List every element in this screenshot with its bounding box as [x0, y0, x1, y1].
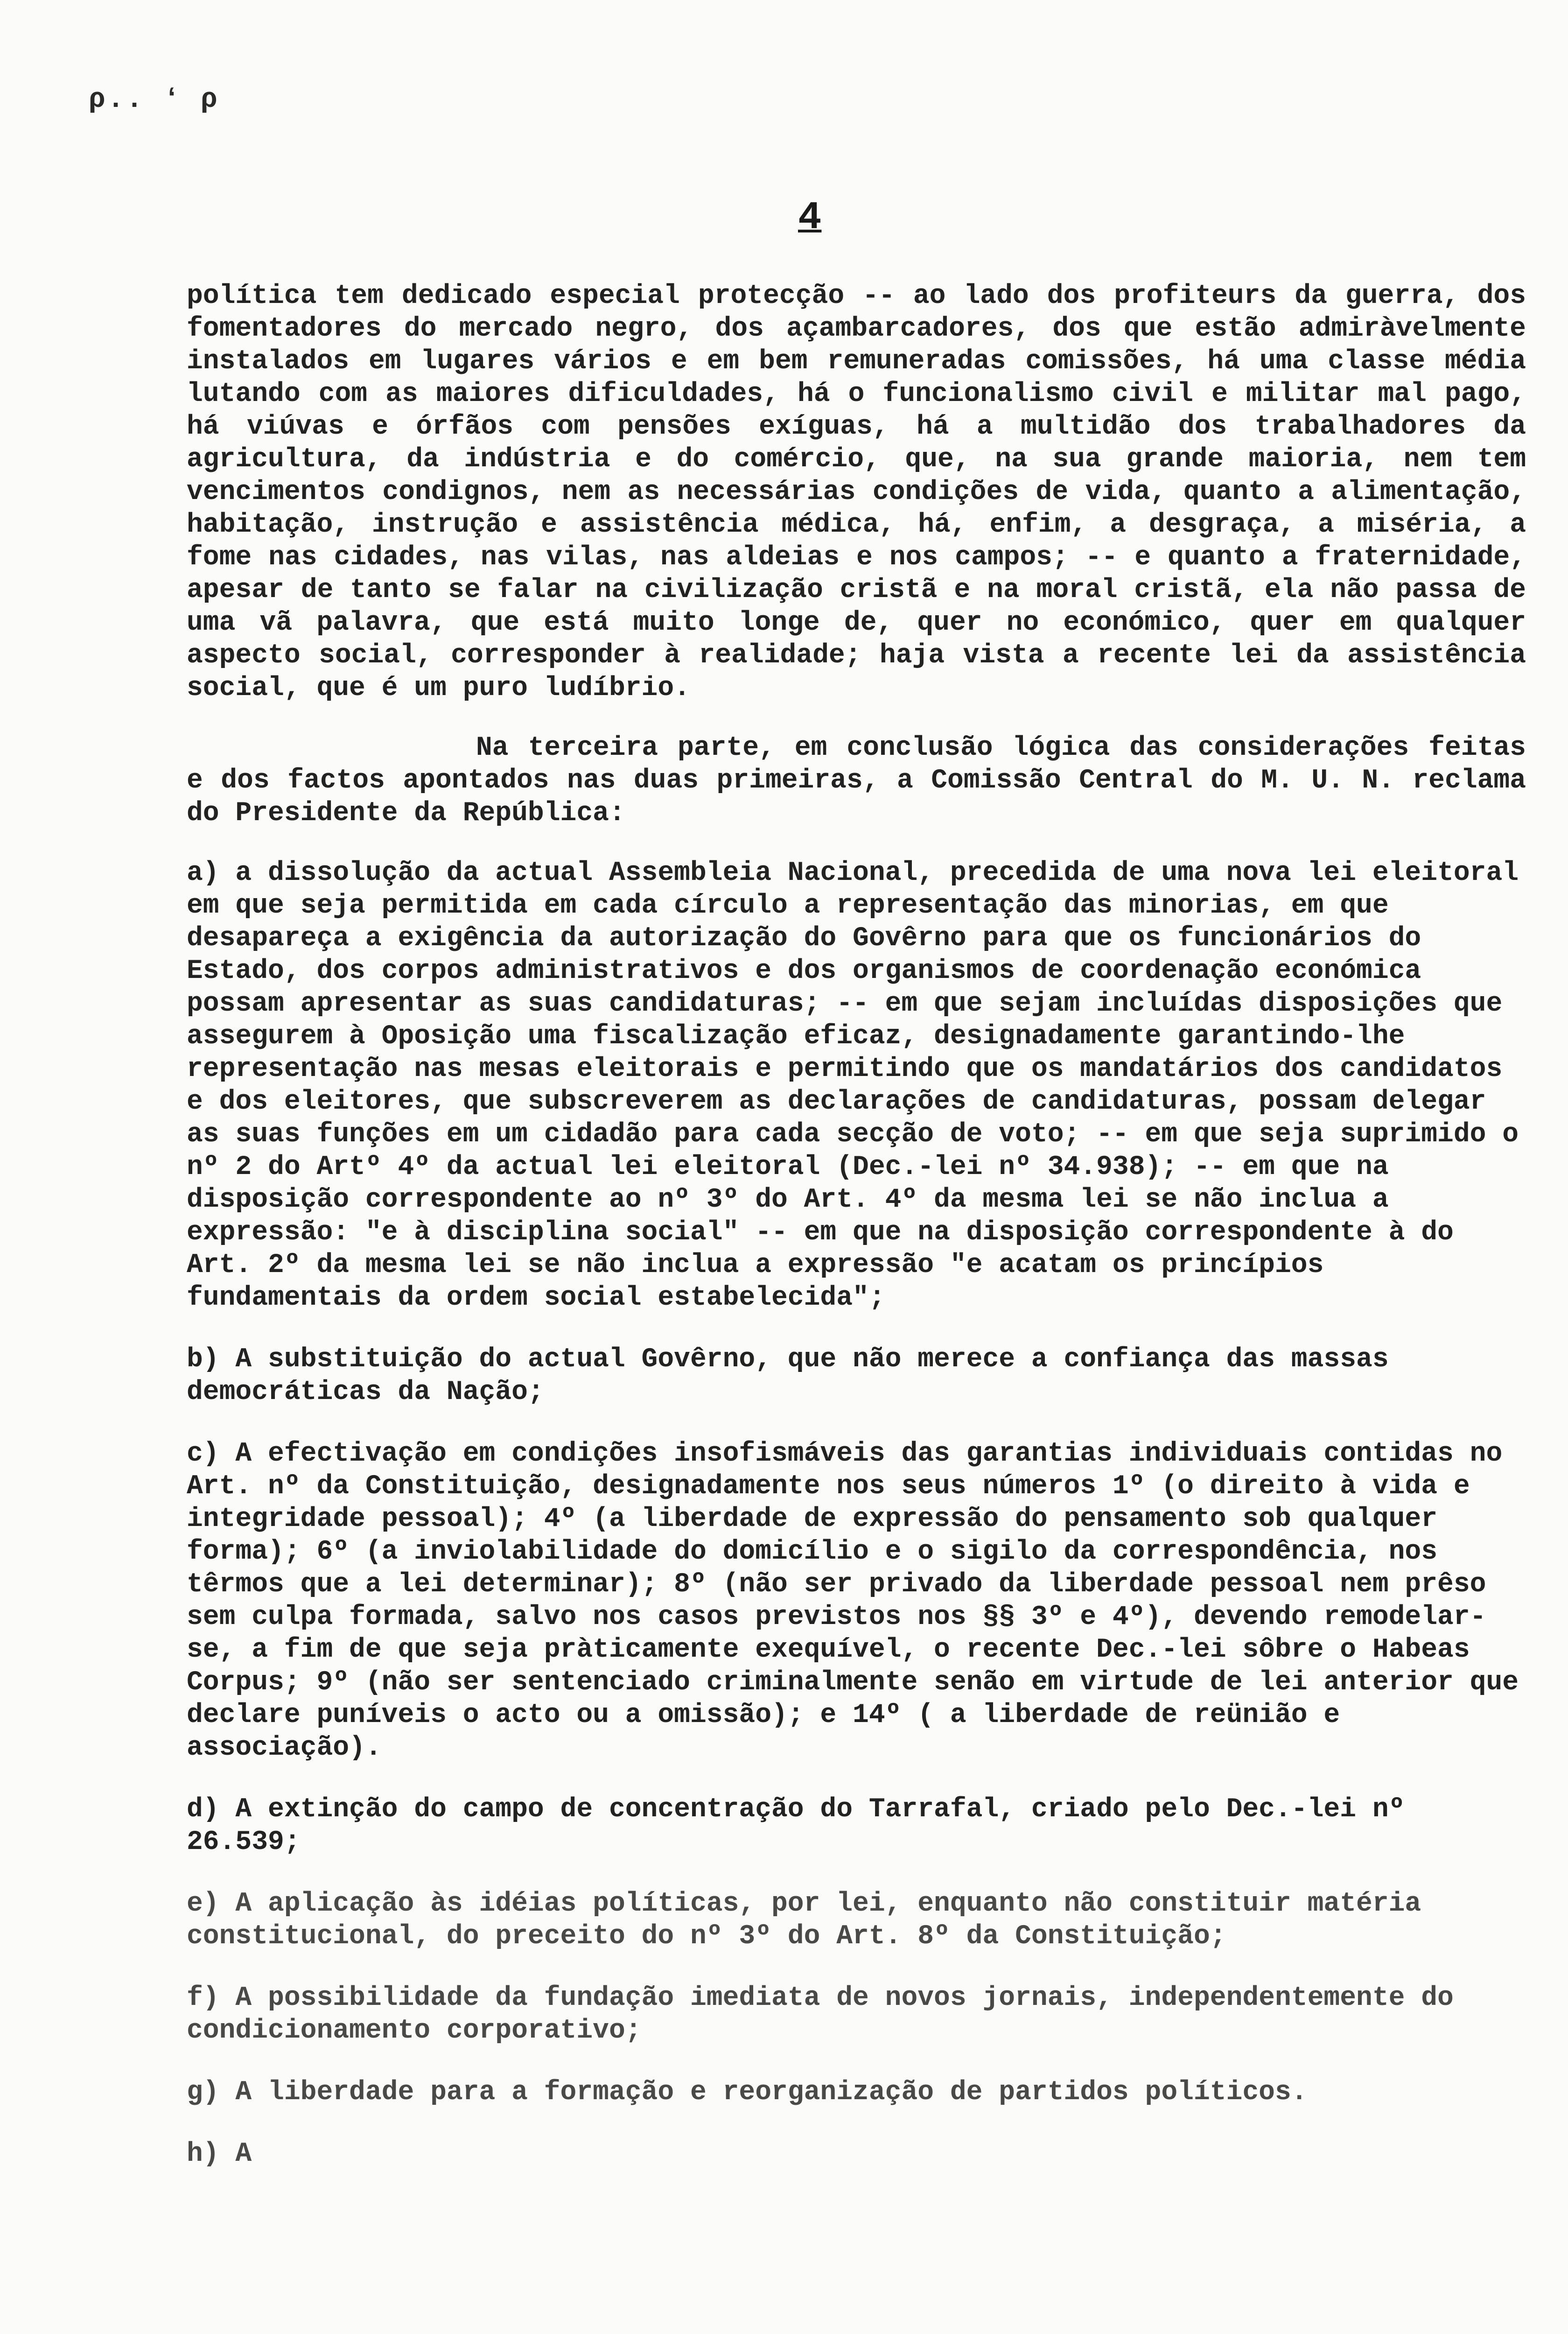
paragraph-1: política tem dedicado especial protecção -- ao lado dos profiteurs da guerra, dos fomentadores do mercado negro, dos açambarcadores, dos que estão admiràvelmente instalados em lugares vários e em bem remuneradas comissões, há uma classe média lutando com as maiores dificuldades, há o funcionalismo civil e militar mal pago, há viúvas e órfãos com pensões exíguas, há a multidão dos trabalhadores da agricultura, da indústria e do comércio, que, na sua grande maioria, nem tem vencimentos condignos, nem as necessárias condições de vida, quanto a alimentação, habitação, instrução e assistência médica, há, enfim, a desgraça, a miséria, a fome nas cidades, nas vilas, nas aldeias e nos campos; -- e quanto a fraternidade, apesar de tanto se falar na civilização cristã e na moral cristã, ela não passa de uma vã palavra, que está muito longe de, quer no económico, quer em qualquer aspecto social, corresponder à realidade; haja vista a recente lei da assistência social, que é um puro ludíbrio.: [187, 281, 1542, 703]
list-item-b: b) A substituição do actual Govêrno, que não merece a confiança das massas democráticas da Nação;: [187, 1344, 1405, 1407]
list-item-c: c) A efectivação em condições insofismáveis das garantias individuais contidas no Art. nº da Constituição, designadamente nos seus números 1º (o direito à vida e integridade pessoal); 4º (a liberdade de expressão do pensamento sob qualquer forma); 6º (a inviolabilidade do domicílio e o sigilo da correspondência, nos têrmos que a lei determinar); 8º (não ser privado da liberdade pessoal nem prêso sem culpa formada, salvo nos casos previstos nos §§ 3º e 4º), devendo remodelar-se, a fim de que seja pràticamente exequível, o recente Dec.-lei sôbre o Habeas Corpus; 9º (não ser sentenciado criminalmente senão em virtude de lei anterior que declare puníveis o acto ou a omissão); e 14º ( a liberdade de reünião e associação).: [187, 1439, 1535, 1763]
handwritten-mark: ρ.. ʻ ρ: [89, 84, 220, 116]
list-item-e: e) A aplicação às idéias políticas, por lei, enquanto não constituir matéria constitucional, do preceito do nº 3º do Art. 8º da Constituição;: [187, 1889, 1438, 1952]
page-number: 4: [798, 196, 822, 240]
paragraph-2: Na terceira parte, em conclusão lógica das considerações feitas e dos factos apontados nas duas primeiras, a Comissão Central do M. U. N. reclama do Presidente da República:: [187, 733, 1542, 829]
list-item-g: g) A liberdade para a formação e reorganização de partidos políticos.: [187, 2077, 1308, 2108]
document-body: [187, 280, 1542, 2200]
list-item-d: d) A extinção do campo de concentração do Tarrafal, criado pelo Dec.-lei nº 26.539;: [187, 1794, 1421, 1857]
list-item-a: a) a dissolução da actual Assembleia Nacional, precedida de uma nova lei eleitoral em que seja permitida em cada círculo a representação das minorias, em que desapareça a exigência da autorização do Govêrno para que os funcionários do Estado, dos corpos administrativos e dos organismos de coordenação económica possam apresentar as suas candidaturas; -- em que sejam incluídas disposições que assegurem à Oposição uma fiscalização eficaz, designadamente garantindo-lhe representação nas mesas eleitorais e permitindo que os mandatários dos candidatos e dos eleitores, que subscreverem as declarações de candidaturas, possam delegar as suas funções em um cidadão para cada secção de voto; -- em que seja suprimido o nº 2 do Artº 4º da actual lei eleitoral (Dec.-lei nº 34.938); -- em que na disposição correspondente ao nº 3º do Art. 4º da mesma lei se não inclua a expressão: "e à disciplina social" -- em que na disposição correspondente à do Art. 2º da mesma lei se não inclua a expressão "e acatam os princípios fundamentais da ordem social estabelecida";: [187, 858, 1535, 1313]
list-item-h: h) A: [187, 2139, 252, 2169]
list-item-f: f) A possibilidade da fundação imediata de novos jornais, independentemente do condicionamento corporativo;: [187, 1983, 1470, 2046]
